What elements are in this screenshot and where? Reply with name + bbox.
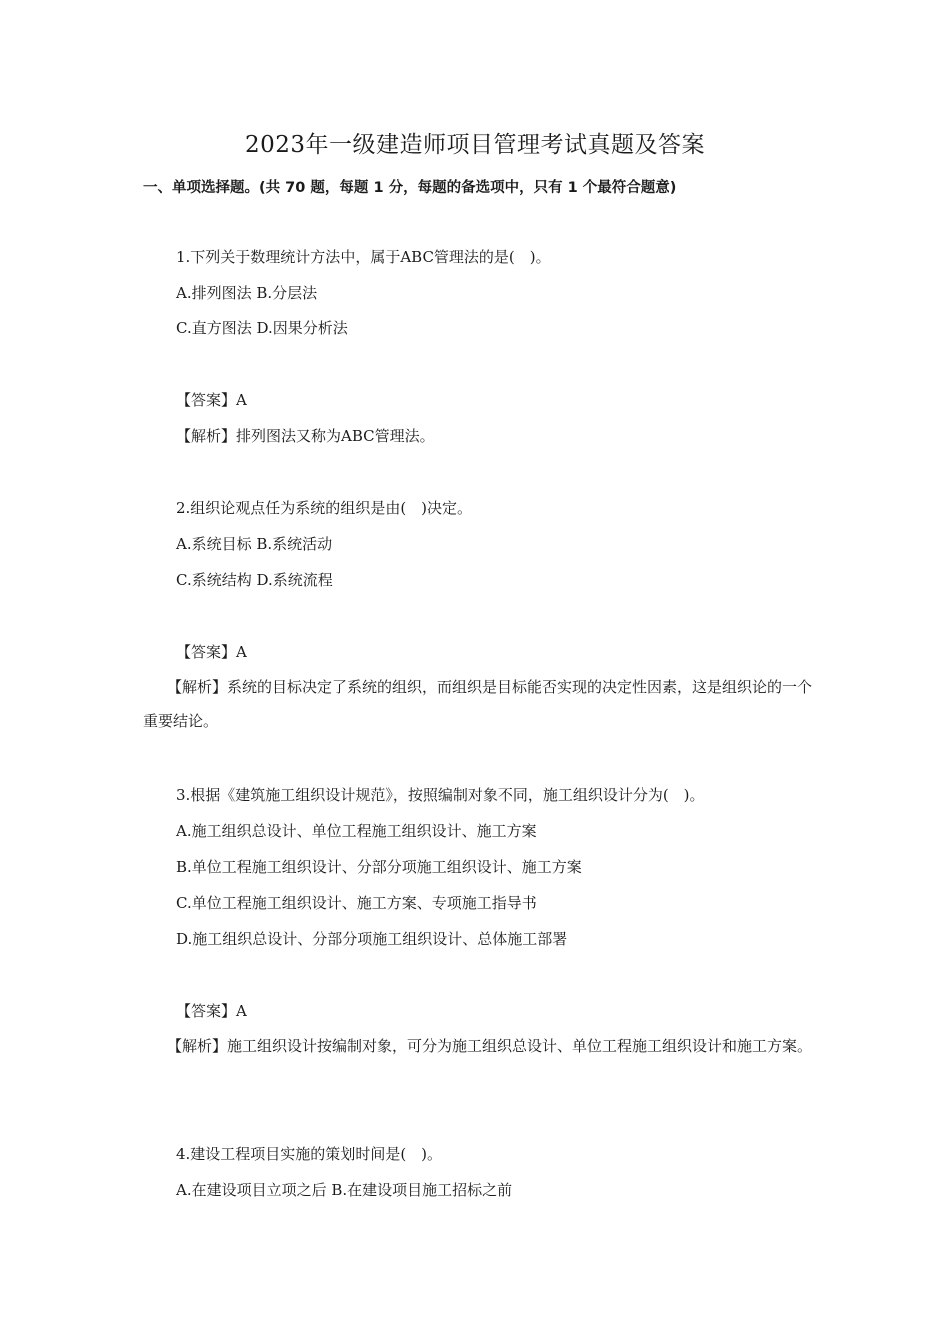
document-title: 2023年一级建造师项目管理考试真题及答案: [244, 132, 706, 158]
analysis-paragraph: 【解析】系统的目标决定了系统的组织，而组织是目标能否实现的决定性因素，这是组织论的一个重要结论。: [143, 678, 813, 730]
question-stem: 4.建设工程项目实施的策划时间是( )。: [176, 1145, 443, 1163]
question-option: C.单位工程施工组织设计、施工方案、专项施工指导书: [176, 894, 537, 912]
question-option: C.系统结构 D.系统流程: [176, 571, 333, 589]
answer-line: 【答案】A: [176, 643, 247, 661]
section-heading: 一、单项选择题。(共 70 题，每题 1 分，每题的备选项中，只有 1 个最符合题意): [143, 180, 677, 196]
question-stem: 1.下列关于数理统计方法中，属于ABC管理法的是( )。: [176, 248, 551, 266]
analysis-paragraph: 【解析】施工组织设计按编制对象，可分为施工组织总设计、单位工程施工组织设计和施工方案。: [167, 1037, 813, 1055]
question-option: D.施工组织总设计、分部分项施工组织设计、总体施工部署: [176, 930, 568, 948]
question-stem: 2.组织论观点任为系统的组织是由( )决定。: [176, 499, 473, 517]
question-option: A.施工组织总设计、单位工程施工组织设计、施工方案: [176, 822, 537, 840]
question-option: A.在建设项目立项之后 B.在建设项目施工招标之前: [176, 1181, 513, 1199]
question-option: A.排列图法 B.分层法: [176, 284, 318, 302]
question-stem: 3.根据《建筑施工组织设计规范》，按照编制对象不同，施工组织设计分为( )。: [176, 786, 705, 804]
answer-line: 【答案】A: [176, 391, 247, 409]
question-option: A.系统目标 B.系统活动: [176, 535, 333, 553]
question-option: B.单位工程施工组织设计、分部分项施工组织设计、施工方案: [176, 858, 582, 876]
question-option: C.直方图法 D.因果分析法: [176, 319, 348, 337]
answer-line: 【答案】A: [176, 1002, 247, 1020]
analysis-line: 【解析】排列图法又称为ABC管理法。: [176, 427, 435, 445]
